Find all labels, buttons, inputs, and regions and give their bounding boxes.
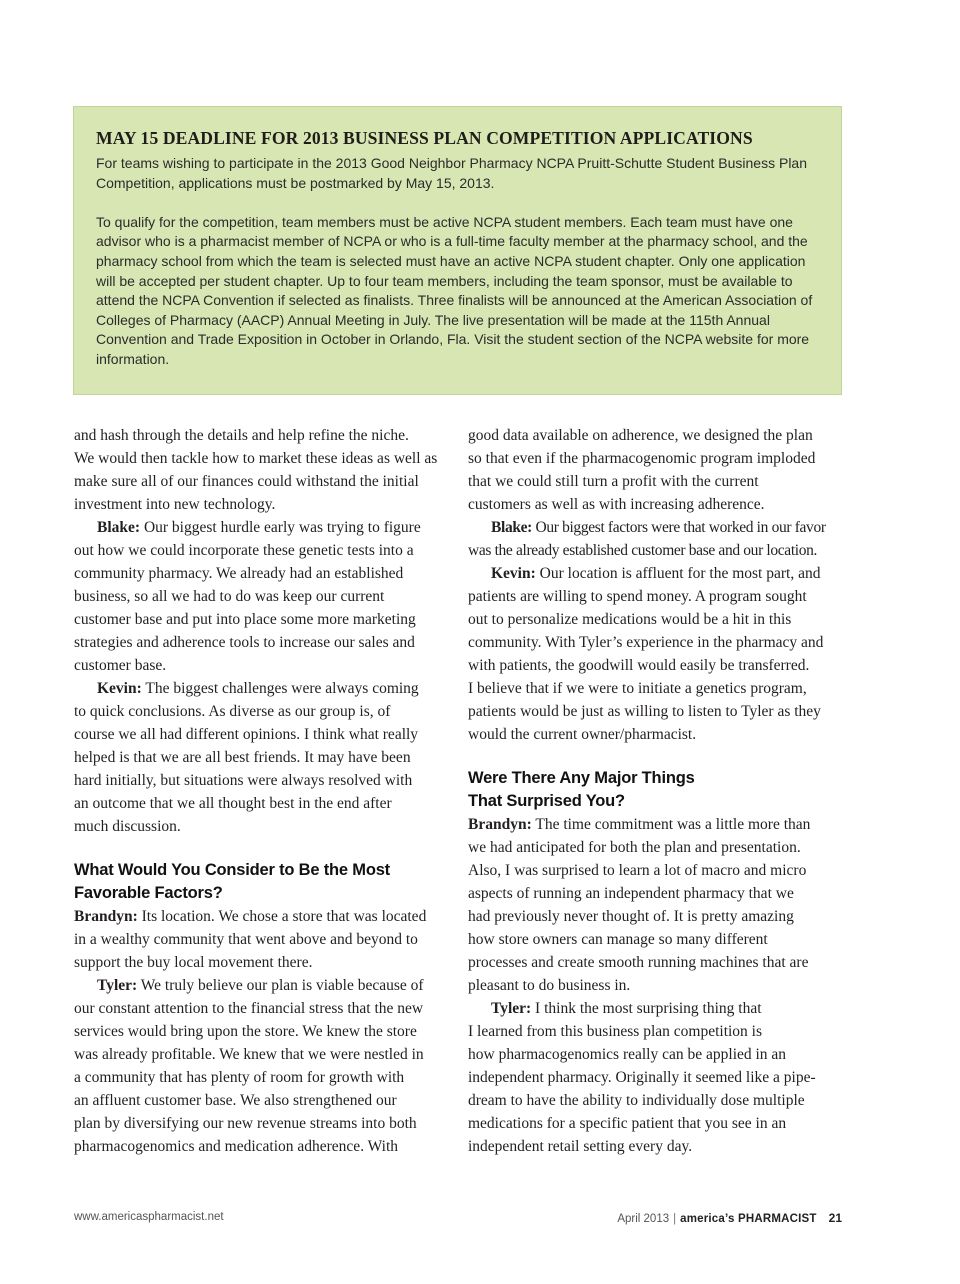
footer-date: April 2013 (617, 1213, 670, 1225)
paragraph-kevin: Kevin: Our location is affluent for the most part, and patients are willing to spend money. A program sought out to personalize medications would be a hit in this community. With Tyler’s experience in the pharmacy and with patients, the goodwill would easily be transferred. I believe that if we were to initiate a genetics program, patients would be just as willing to listen to Tyler as they would the current owner/pharmacist. (468, 565, 824, 743)
paragraph-blake: Blake: Our biggest factors were that worked in our favor was the already established customer base and our location. (468, 519, 826, 559)
section-heading: Were There Any Major Things That Surprised You? (468, 769, 695, 810)
speaker-name: Brandyn: (468, 816, 532, 833)
paragraph-brandyn: Brandyn: Its location. We chose a store that was located in a wealthy community that went above and beyond to support the buy local movement there. (74, 908, 427, 971)
speaker-name: Blake: (97, 519, 141, 536)
page-footer (74, 1211, 842, 1227)
article-column-right (468, 424, 846, 1158)
box-title: MAY 15 DEADLINE FOR 2013 BUSINESS PLAN COMPETITION APPLICATIONS (96, 128, 753, 148)
competition-deadline-box (73, 106, 842, 395)
speaker-name: Tyler: (97, 977, 138, 994)
article-column-left (74, 424, 452, 1158)
page-number: 21 (828, 1211, 842, 1225)
paragraph-brandyn: Brandyn: The time commitment was a little more than we had anticipated for both the plan and presentation. Also, I was surprised to learn a lot of macro and micro aspects of running an independent pharmacy that we had previously never thought of. It is pretty amazing how store owners can manage so many different processes and create smooth running machines that are pleasant to do business in. (468, 816, 811, 994)
speaker-name: Kevin: (491, 565, 536, 582)
footer-website-url: www.americaspharmacist.net (74, 1211, 224, 1223)
speaker-name: Kevin: (97, 680, 142, 697)
footer-issue-info (617, 1211, 842, 1225)
footer-separator: | (673, 1213, 677, 1225)
paragraph: and hash through the details and help refine the niche. We would then tackle how to market these ideas as well as make sure all of our finances could withstand the initial investment into new technology. (74, 427, 438, 513)
box-paragraph-1: For teams wishing to participate in the 2013 Good Neighbor Pharmacy NCPA Pruitt-Schutte Student Business Plan Competition, applications must be postmarked by May 15, 2013. (96, 155, 807, 191)
section-heading: What Would You Consider to Be the Most Favorable Factors? (74, 861, 390, 902)
speaker-name: Brandyn: (74, 908, 138, 925)
speaker-name: Tyler: (491, 1000, 532, 1017)
box-paragraph-2: To qualify for the competition, team members must be active NCPA student members. Each team must have one advisor who is a pharmacist member of NCPA or who is a full-time faculty member at the pharmacy school, and the pharmacy school from which the team is selected must have an active NCPA student chapter. Only one application will be accepted per student chapter. Up to four team members, including the team sponsor, must be available to attend the NCPA Convention if selected as finalists. Three finalists will be announced at the American Association of Colleges of Pharmacy (AACP) Annual Meeting in July. The live presentation will be made at the 115th Annual Convention and Trade Exposition in October in Orlando, Fla. Visit the student section of the NCPA website for more information. (96, 213, 813, 367)
footer-magazine-logo: america’s PHARMACIST (680, 1213, 817, 1225)
paragraph-blake: Blake: Our biggest hurdle early was trying to figure out how we could incorporate these genetic tests into a community pharmacy. We already had an established business, so all we had to do was keep our current customer base and put into place some more marketing strategies and adherence tools to increase our sales and customer base. (74, 519, 421, 674)
paragraph-kevin: Kevin: The biggest challenges were always coming to quick conclusions. As diverse as our group is, of course we all had different opinions. I think what really helped is that we are all best friends. It may have been hard initially, but situations were always resolved with an outcome that we all thought best in the end after much discussion. (74, 680, 419, 835)
paragraph-tyler: Tyler: I think the most surprising thing that I learned from this business plan competition is how pharmacogenomics really can be applied in an independent pharmacy. Originally it seemed like a pipe- dream to have the ability to individually dose multiple medications for a specific patient that you see in an independent retail setting every day. (468, 1000, 816, 1155)
speaker-name: Blake: (491, 519, 532, 536)
paragraph: good data available on adherence, we designed the plan so that even if the pharmacogenomic program imploded that we could still turn a profit with the current customers as well as with increasing adherence. (468, 427, 816, 513)
paragraph-tyler: Tyler: We truly believe our plan is viable because of our constant attention to the financial stress that the new services would bring upon the store. We knew the store was already profitable. We knew that we were nestled in a community that has plenty of room for growth with an affluent customer base. We also strengthened our plan by diversifying our new revenue streams into both pharmacogenomics and medication adherence. With (74, 977, 424, 1155)
